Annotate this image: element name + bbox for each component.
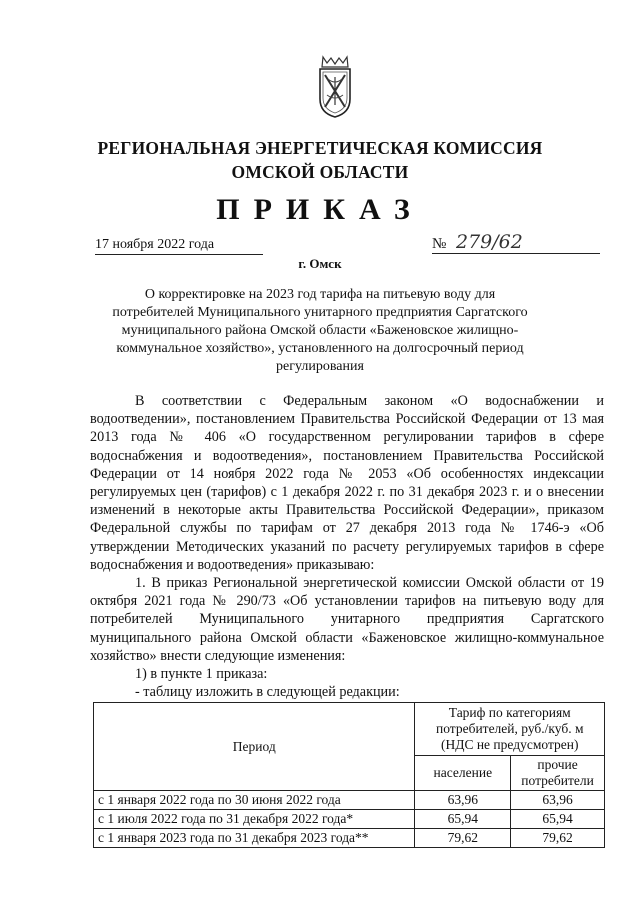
handwritten-document-number: 279/62 <box>456 231 523 253</box>
other-value-cell: 79,62 <box>511 829 605 848</box>
population-value-cell: 63,96 <box>415 791 511 810</box>
table-header-row <box>94 703 605 756</box>
document-number-field <box>432 233 600 254</box>
table-row <box>94 810 605 829</box>
tariff-table <box>93 702 605 848</box>
document-subject: О корректировке на 2023 год тарифа на питьевую воду для потребителей Муниципального унитарного предприятия Саргатского муниципального района Омской области «Баженовское жилищно-коммунальное хозяйство», установленного на долгосрочный период регулирования <box>112 287 528 374</box>
period-cell: с 1 июля 2022 года по 31 декабря 2022 года* <box>94 810 415 829</box>
body-paragraph-4: - таблицу изложить в следующей редакции: <box>135 684 400 701</box>
table-row <box>94 791 605 810</box>
period-header: Период <box>94 703 415 791</box>
population-header: население <box>415 756 511 791</box>
other-value-cell: 63,96 <box>511 791 605 810</box>
document-date: 17 ноября 2022 года <box>95 237 263 255</box>
period-cell: с 1 января 2023 года по 31 декабря 2023 года** <box>94 829 415 848</box>
document-body <box>90 392 604 701</box>
period-cell: с 1 января 2022 года по 30 июня 2022 года <box>94 791 415 810</box>
organization-name-line1: РЕГИОНАЛЬНАЯ ЭНЕРГЕТИЧЕСКАЯ КОМИССИЯ <box>97 138 543 158</box>
population-value-cell: 65,94 <box>415 810 511 829</box>
document-type-title: ПРИКАЗ <box>216 193 424 226</box>
other-consumers-header: прочие потребители <box>511 756 605 791</box>
body-paragraph-3: 1) в пункте 1 приказа: <box>135 666 268 683</box>
population-value-cell: 79,62 <box>415 829 511 848</box>
number-sign: № <box>432 236 447 252</box>
document-city: г. Омск <box>298 256 342 271</box>
body-paragraph-2: 1. В приказ Региональной энергетической комиссии Омской области от 19 октября 2021 года № 290/73 «Об установлении тарифов на питьевую воду для потребителей Муниципального унитарного предприятия Саргатского муниципального района Омской области «Баженовское жилищно-коммунальное хозяйство» внести следующие изменения: <box>90 575 604 664</box>
table-row <box>94 829 605 848</box>
tariff-header: Тариф по категориям потребителей, руб./куб. м (НДС не предусмотрен) <box>415 703 605 756</box>
body-paragraph-1: В соответствии с Федеральным законом «О водоснабжении и водоотведении», постановлением Правительства Российской Федерации от 13 мая 2013 года № 406 «О государственном регулировании тарифов в сфере водоснабжения и водоотведения», постановлением Правительства Российской Федерации от 14 ноября 2022 года № 2053 «Об особенностях индексации регулируемых цен (тарифов) с 1 декабря 2022 г. по 31 декабря 2023 г. и о внесении изменений в некоторые акты Правительства Российской Федерации», приказом Федеральной службы по тарифам от 27 декабря 2013 года № 1746-э «Об утверждении Методических указаний по расчету регулируемых тарифов в сфере водоснабжения и водоотведения» приказываю: <box>90 393 604 573</box>
organization-name-line2: ОМСКОЙ ОБЛАСТИ <box>231 162 409 182</box>
coat-of-arms-icon <box>317 55 353 119</box>
other-value-cell: 65,94 <box>511 810 605 829</box>
